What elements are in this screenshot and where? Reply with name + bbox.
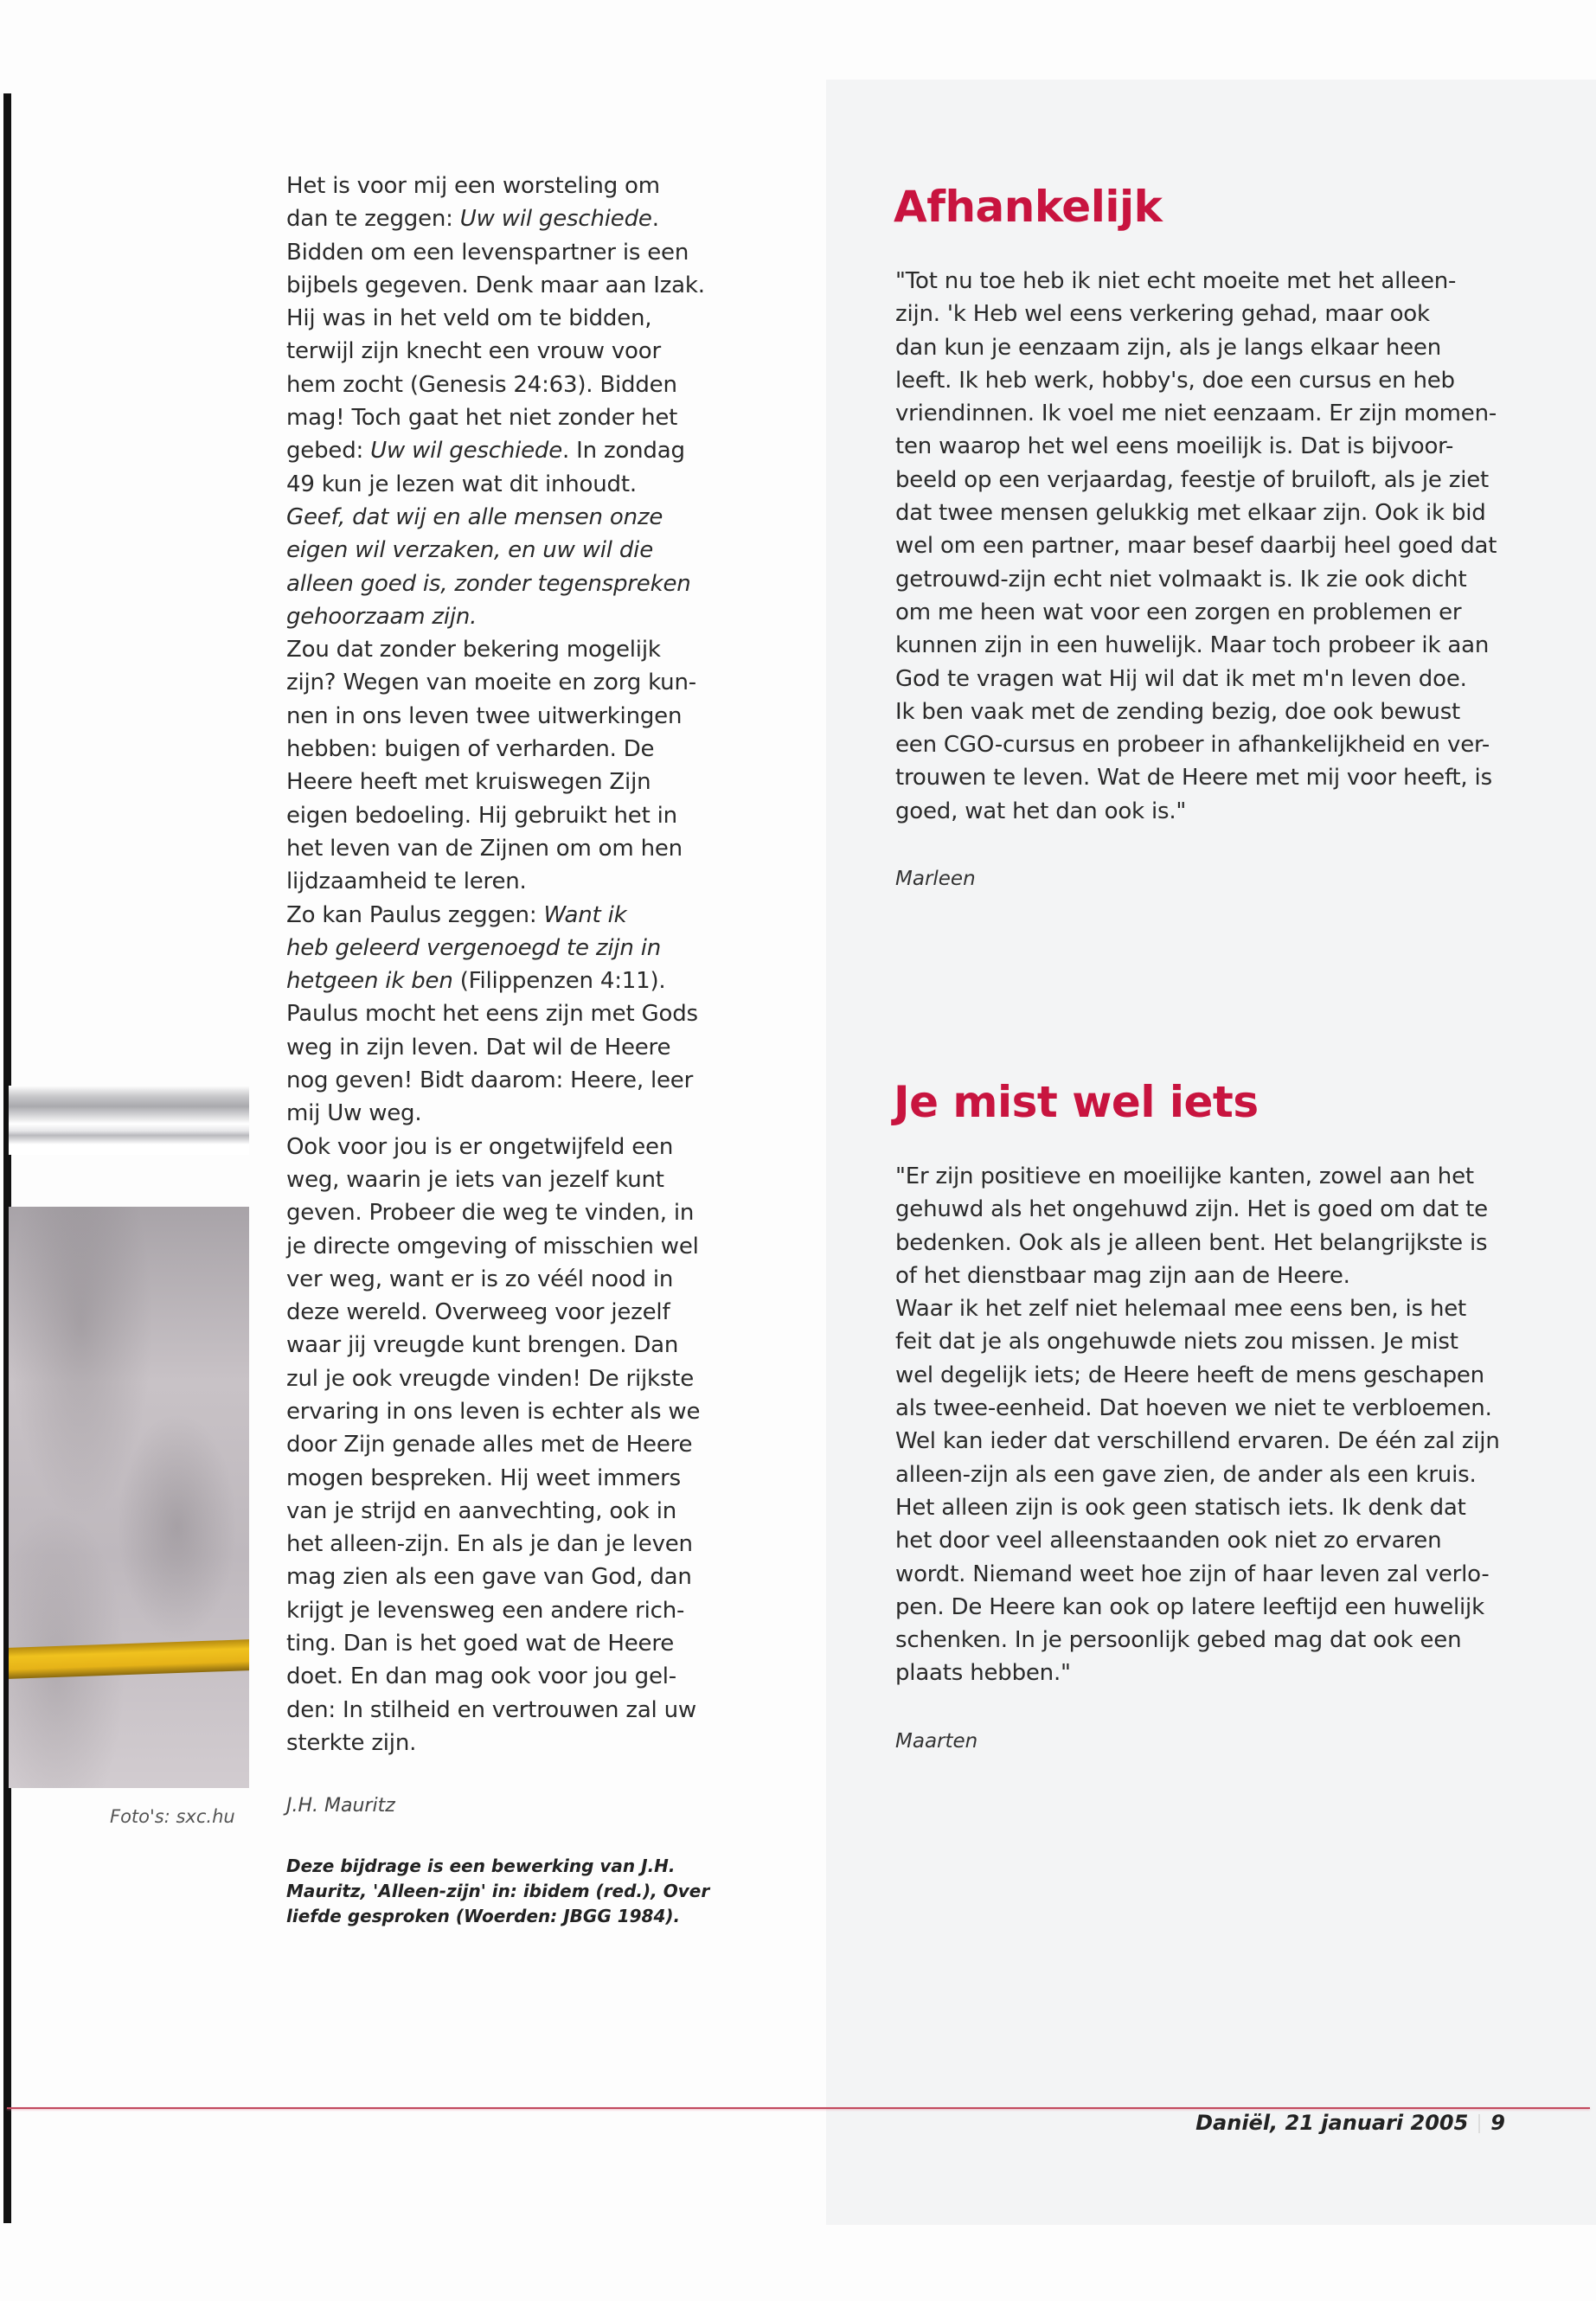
text: wel degelijk iets; de Heere heeft de mens geschapen: [895, 1362, 1484, 1388]
text: gehuwd als het ongehuwd zijn. Het is goed om dat te: [895, 1196, 1488, 1223]
text-line: [895, 1425, 1500, 1458]
text-line: [286, 965, 705, 997]
text-line: [286, 236, 705, 269]
text-line: [286, 434, 705, 467]
text: het alleen-zijn. En als je dan je leven: [286, 1531, 693, 1558]
text-line: [895, 1591, 1500, 1624]
text: dan te zeggen:: [286, 206, 460, 233]
section-body-je-mist-wel-iets: [895, 1160, 1500, 1690]
text: eigen bedoeling. Hij gebruikt het in: [286, 802, 677, 829]
text: terwijl zijn knecht een vrouw voor: [286, 338, 661, 365]
text-line: [286, 170, 705, 202]
source-note-line: liefde gesproken (Woerden: JBGG 1984).: [286, 1906, 681, 1926]
italic-text: hetgeen ik ben: [286, 968, 453, 995]
italic-text: Uw wil geschiede: [370, 438, 563, 465]
text-line: [286, 1296, 705, 1329]
text: alleen-zijn als een gave zien, de ander als een kruis.: [895, 1461, 1477, 1488]
text: lijdzaamheid te leren.: [286, 868, 527, 895]
text: Waar ik het zelf niet helemaal mee eens ben, is het: [895, 1296, 1467, 1323]
text: bijbels gegeven. Denk maar aan Izak.: [286, 272, 705, 298]
text-line: [286, 899, 705, 932]
italic-text: heb geleerd vergenoegd te zijn in: [286, 934, 662, 961]
text: God te vragen wat Hij wil dat ik met m'n leven doe.: [895, 665, 1467, 692]
text-line: [286, 1528, 705, 1561]
text: hem zocht (Genesis 24:63). Bidden: [286, 371, 677, 398]
text-line: [895, 430, 1497, 463]
text: door Zijn genade alles met de Heere: [286, 1432, 693, 1458]
text: wel om een partner, maar besef daarbij heel goed dat: [895, 533, 1497, 560]
page-edge-bar: [3, 93, 11, 2223]
text-line: [895, 1325, 1500, 1358]
italic-text: Geef, dat wij en alle mensen onze: [286, 503, 663, 530]
text-line: [286, 269, 705, 302]
text-line: [895, 1558, 1500, 1591]
page-footer: [1195, 2111, 1505, 2135]
text-line: [895, 497, 1497, 529]
text: beeld op een verjaardag, feestje of bruiloft, als je ziet: [895, 466, 1490, 493]
text-line: [286, 1462, 705, 1495]
text: 49 kun je lezen wat dit inhoudt.: [286, 471, 637, 497]
beach-photo-sea-strip: [9, 1086, 249, 1155]
section-body-afhankelijk: [895, 265, 1497, 828]
text: (Filippenzen 4:11).: [452, 968, 666, 995]
text: Ook voor jou is er ongetwijfeld een: [286, 1133, 674, 1160]
text-line: [895, 1227, 1500, 1259]
text-line: [286, 865, 705, 898]
text-line: [286, 799, 705, 832]
text: "Tot nu toe heb ik niet echt moeite met het alleen-: [895, 268, 1457, 294]
text-line: [895, 1524, 1500, 1557]
text: nog geven! Bidt daarom: Heere, leer: [286, 1067, 694, 1094]
text: deze wereld. Overweeg voor jezelf: [286, 1299, 670, 1326]
text-line: [286, 1362, 705, 1395]
text-line: [286, 1097, 705, 1130]
text-line: [895, 596, 1497, 629]
text: feit dat je als ongehuwde niets zou missen. Je mist: [895, 1329, 1458, 1356]
text: een CGO-cursus en probeer in afhankelijkheid en ver-: [895, 732, 1490, 759]
text-line: [286, 1594, 705, 1627]
text: gebed:: [286, 438, 371, 465]
text: om me heen wat voor een zorgen en problemen er: [895, 599, 1462, 625]
text-line: [286, 1196, 705, 1229]
text-line: [286, 700, 705, 733]
text-line: [895, 1624, 1500, 1657]
text: doet. En dan mag ook voor jou gel-: [286, 1663, 676, 1690]
text: je directe omgeving of misschien wel: [286, 1233, 699, 1259]
text: trouwen te leven. Wat de Heere met mij voor heeft, is: [895, 765, 1492, 792]
text: hebben: buigen of verharden. De: [286, 736, 655, 763]
text-line: [286, 1694, 705, 1727]
text-line: [286, 1428, 705, 1461]
italic-text: gehoorzaam zijn.: [286, 603, 478, 630]
text: goed, wat het dan ook is.": [895, 798, 1187, 824]
text: getrouwd-zijn echt niet volmaakt is. Ik zie ook dicht: [895, 566, 1467, 593]
text-line: [286, 1230, 705, 1263]
text: . In zondag: [562, 438, 685, 465]
text-line: [286, 369, 705, 401]
section-signature: Maarten: [895, 1730, 978, 1753]
text-line: [286, 633, 705, 666]
text-line: [895, 265, 1497, 298]
text-line: [895, 1657, 1500, 1689]
text: Bidden om een levenspartner is een: [286, 239, 689, 266]
text-line: [286, 534, 705, 567]
text: plaats hebben.": [895, 1660, 1071, 1687]
italic-text: alleen goed is, zonder tegenspreken: [286, 570, 691, 597]
text: ten waarop het wel eens moeilijk is. Dat is bijvoor-: [895, 433, 1454, 460]
text-line: [286, 1329, 705, 1362]
text-line: [286, 733, 705, 766]
text-line: [895, 1359, 1500, 1392]
text: Ik ben vaak met de zending bezig, doe ook bewust: [895, 698, 1461, 725]
section-heading-je-mist-wel-iets: Je mist wel iets: [894, 1077, 1259, 1127]
text: Heere heeft met kruiswegen Zijn: [286, 769, 651, 796]
text: zul je ook vreugde vinden! De rijkste: [286, 1365, 695, 1392]
text-line: [286, 766, 705, 798]
text: nen in ons leven twee uitwerkingen: [286, 702, 683, 729]
footer-separator: [1478, 2114, 1480, 2133]
text-line: [286, 1395, 705, 1428]
text: weg, waarin je iets van jezelf kunt: [286, 1166, 664, 1193]
text-line: [895, 1292, 1500, 1325]
text: pen. De Heere kan ook op latere leeftijd een huwelijk: [895, 1593, 1484, 1620]
section-heading-afhankelijk: Afhankelijk: [894, 182, 1163, 232]
text: van je strijd en aanvechting, ook in: [286, 1497, 676, 1524]
main-article-column: [286, 170, 705, 1759]
text-line: [895, 563, 1497, 596]
text-line: [286, 997, 705, 1030]
text: Het is voor mij een worsteling om: [286, 173, 660, 199]
text-line: [286, 1627, 705, 1660]
text: ting. Dan is het goed wat de Heere: [286, 1631, 675, 1657]
text-line: [286, 1495, 705, 1528]
text: sterkte zijn.: [286, 1729, 417, 1756]
text-line: [895, 728, 1497, 761]
text: ver weg, want er is zo véél nood in: [286, 1266, 674, 1292]
text: Wel kan ieder dat verschillend ervaren. De één zal zijn: [895, 1428, 1500, 1455]
text-line: [895, 397, 1497, 430]
text-line: [286, 1561, 705, 1593]
text: ervaring in ons leven is echter als we: [286, 1398, 701, 1425]
text-line: [895, 761, 1497, 794]
text-line: [286, 335, 705, 368]
page-number: 9: [1490, 2111, 1505, 2135]
text: bedenken. Ook als je alleen bent. Het belangrijkste is: [895, 1229, 1488, 1256]
text: Zou dat zonder bekering mogelijk: [286, 637, 661, 663]
text-line: [895, 529, 1497, 562]
text: kunnen zijn in een huwelijk. Maar toch probeer ik aan: [895, 632, 1490, 659]
text: mogen bespreken. Hij weet immers: [286, 1465, 681, 1491]
article-author: J.H. Mauritz: [286, 1795, 395, 1817]
text: weg in zijn leven. Dat wil de Heere: [286, 1034, 671, 1061]
text: als twee-eenheid. Dat hoeven we niet te verbloemen.: [895, 1395, 1492, 1422]
italic-text: Uw wil geschiede: [459, 206, 652, 233]
text: dat twee mensen gelukkig met elkaar zijn. Ook ik bid: [895, 500, 1486, 527]
text-line: [895, 795, 1497, 828]
text: dan kun je eenzaam zijn, als je langs elkaar heen: [895, 334, 1442, 361]
text-line: [895, 298, 1497, 330]
text-line: [895, 364, 1497, 397]
text-line: [895, 1458, 1500, 1491]
footer-rule: [7, 2107, 1590, 2109]
text-line: [895, 629, 1497, 662]
text-line: [286, 1660, 705, 1693]
text-line: [286, 832, 705, 865]
footer-publication: Daniël, 21 januari 2005: [1195, 2111, 1469, 2135]
source-note-line: Deze bijdrage is een bewerking van J.H.: [286, 1856, 676, 1876]
text-line: [895, 1193, 1500, 1226]
text-line: [286, 567, 705, 600]
text: geven. Probeer die weg te vinden, in: [286, 1200, 695, 1227]
text-line: [286, 302, 705, 335]
text-line: [286, 401, 705, 434]
text: het leven van de Zijnen om om hen: [286, 835, 683, 862]
text-line: [286, 666, 705, 699]
text: den: In stilheid en vertrouwen zal uw: [286, 1696, 696, 1723]
text-line: [895, 1259, 1500, 1292]
text-line: [895, 663, 1497, 695]
text-line: [895, 464, 1497, 497]
text-line: [895, 1160, 1500, 1193]
italic-text: eigen wil verzaken, en uw wil die: [286, 537, 653, 564]
text: waar jij vreugde kunt brengen. Dan: [286, 1332, 679, 1359]
photo-credit: Foto's: sxc.hu: [110, 1806, 235, 1827]
text: het door veel alleenstaanden ook niet zo ervaren: [895, 1528, 1442, 1554]
text: mij Uw weg.: [286, 1100, 422, 1127]
text-line: [286, 1131, 705, 1163]
text-line: [895, 331, 1497, 364]
text-line: [286, 1064, 705, 1097]
text: zijn. 'k Heb wel eens verkering gehad, maar ook: [895, 301, 1430, 328]
text: of het dienstbaar mag zijn aan de Heere.: [895, 1262, 1350, 1289]
text: mag zien als een gave van God, dan: [286, 1564, 692, 1591]
text-line: [286, 468, 705, 501]
text: wordt. Niemand weet hoe zijn of haar leven zal verlo-: [895, 1561, 1490, 1587]
source-note-line: Mauritz, 'Alleen-zijn' in: ibidem (red.), Over: [286, 1881, 710, 1901]
text: .: [651, 206, 659, 233]
text-line: [895, 695, 1497, 728]
text: "Er zijn positieve en moeilijke kanten, zowel aan het: [895, 1163, 1474, 1189]
text-line: [286, 202, 705, 235]
beach-photo-sand: [9, 1207, 249, 1788]
text-line: [286, 600, 705, 633]
text-line: [286, 1263, 705, 1296]
text-line: [286, 932, 705, 965]
text: vriendinnen. Ik voel me niet eenzaam. Er zijn momen-: [895, 401, 1497, 427]
source-note: [286, 1854, 709, 1929]
text: schenken. In je persoonlijk gebed mag dat ook een: [895, 1627, 1462, 1654]
text-line: [895, 1491, 1500, 1524]
text: leeft. Ik heb werk, hobby's, doe een cursus en heb: [895, 367, 1455, 394]
text: krijgt je levensweg een andere rich-: [286, 1597, 685, 1624]
text-line: [286, 501, 705, 534]
text: Zo kan Paulus zeggen:: [286, 901, 544, 928]
text: Het alleen zijn is ook geen statisch iets. Ik denk dat: [895, 1494, 1466, 1521]
text: mag! Toch gaat het niet zonder het: [286, 405, 678, 432]
text-line: [286, 1163, 705, 1196]
text: Paulus mocht het eens zijn met Gods: [286, 1001, 698, 1028]
text: zijn? Wegen van moeite en zorg kun-: [286, 670, 696, 696]
section-signature: Marleen: [895, 868, 976, 890]
text: Hij was in het veld om te bidden,: [286, 305, 652, 332]
text-line: [895, 1392, 1500, 1425]
text-line: [286, 1031, 705, 1064]
text-line: [286, 1727, 705, 1759]
italic-text: Want ik: [543, 901, 627, 928]
